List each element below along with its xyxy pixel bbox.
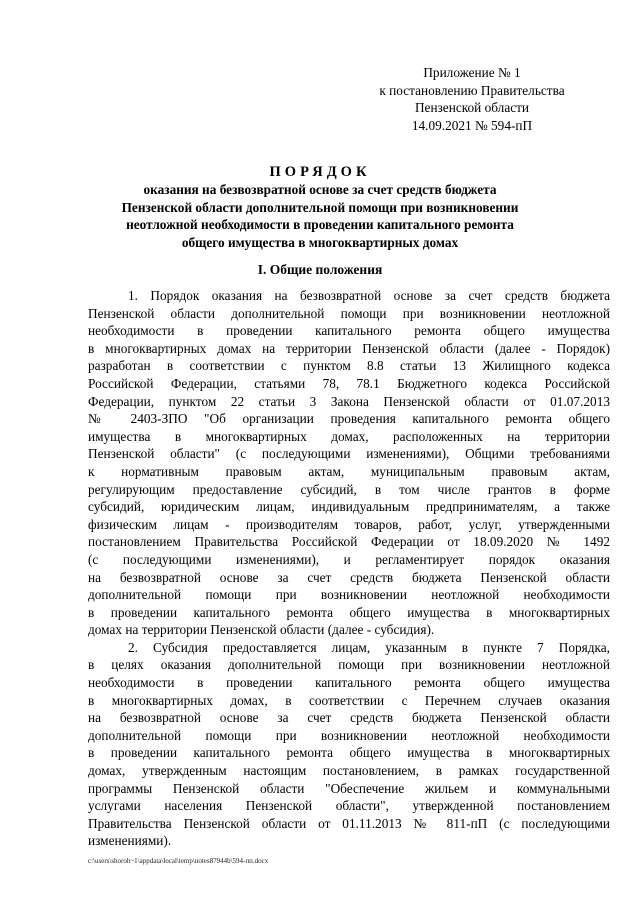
title-line: неотложной необходимости в проведении капитального ремонта	[126, 217, 514, 232]
appendix-date-number: 14.09.2021 № 594-пП	[411, 117, 533, 133]
paragraph-line: необходимости в проведении капитального ремонта общего имущества	[88, 675, 610, 691]
paragraph-line: программы Пензенской области "Обеспечение жильем и коммунальными	[88, 780, 610, 796]
paragraph-line: Федерации, пунктом 22 статьи 3 Закона Пензенской области от 01.07.2013	[88, 393, 610, 409]
paragraph-line: к нормативным правовым актам, муниципальным правовым актам,	[88, 463, 610, 479]
paragraph-line: Российской Федерации, статьями 78, 78.1 Бюджетного кодекса Российской	[88, 375, 610, 391]
paragraph-line: домах на территории Пензенской области (далее - субсидия).	[88, 622, 435, 638]
paragraph-line: субсидий, юридическим лицам, индивидуальным предпринимателям, а также	[88, 499, 610, 515]
paragraph-line: дополнительной помощи при возникновении неотложной необходимости	[88, 727, 610, 743]
paragraph-line: регулирующим предоставление субсидий, в том числе грантов в форме	[88, 481, 610, 497]
paragraph-line: 2. Субсидия предоставляется лицам, указанным в пункте 7 Порядка,	[128, 639, 610, 655]
paragraph-line: необходимости в проведении капитального ремонта общего имущества	[88, 323, 610, 339]
paragraph-line: изменениями).	[88, 833, 172, 849]
paragraph	[88, 287, 610, 639]
paragraph-line: № 2403-ЗПО "Об организации проведения капитального ремонта общего	[88, 411, 610, 427]
paragraph-line: имущества в многоквартирных домах, расположенных на территории	[88, 428, 610, 444]
paragraph-line: физическим лицам - производителям товаров, работ, услуг, утвержденными	[88, 516, 610, 532]
paragraph-line: в проведении капитального ремонта общего имущества в многоквартирных	[88, 745, 610, 761]
paragraph-line: Пензенской области" (с последующими изменениями), Общими требованиями	[88, 446, 610, 462]
title-line: общего имущества в многоквартирных домах	[181, 234, 459, 250]
paragraph-line: в проведении капитального ремонта общего имущества в многоквартирных	[88, 604, 610, 620]
paragraph-line: домах, утвержденным настоящим постановлением, в рамках государственной	[88, 763, 610, 779]
appendix-reference: к постановлению Правительства	[379, 82, 565, 98]
paragraph-line: в многоквартирных домах на территории Пензенской области (далее - Порядок)	[88, 340, 610, 356]
file-path-footer: c:\users\shoroh~1\appdata\local\temp\notes87944b\594-пп.docx	[88, 857, 269, 865]
paragraph-line: постановлением Правительства Российской Федерации от 18.09.2020 № 1492	[88, 534, 610, 550]
paragraph	[88, 639, 610, 850]
paragraph-line: услугами населения Пензенской области", утвержденной постановлением	[88, 798, 610, 814]
title-main: ПОРЯДОК	[269, 164, 371, 180]
body-text	[88, 287, 610, 850]
paragraph-line: дополнительной помощи при возникновении неотложной необходимости	[88, 587, 610, 603]
title-line: оказания на безвозвратной основе за счет средств бюджета	[143, 182, 497, 197]
paragraph-line: Правительства Пензенской области от 01.11.2013 № 811-пП (с последующими	[88, 815, 610, 831]
paragraph-line: в многоквартирных домах, в соответствии с Перечнем случаев оказания	[88, 692, 610, 708]
paragraph-line: на безвозвратной основе за счет средств бюджета Пензенской области	[88, 710, 610, 726]
paragraph-line: на безвозвратной основе за счет средств бюджета Пензенской области	[88, 569, 610, 585]
appendix-region: Пензенской области	[414, 100, 530, 115]
section-heading: I. Общие положения	[257, 262, 383, 277]
appendix-number: Приложение № 1	[423, 65, 521, 80]
paragraph-line: в целях оказания дополнительной помощи при возникновении неотложной	[88, 657, 610, 673]
paragraph-line: 1. Порядок оказания на безвозвратной основе за счет средств бюджета	[128, 288, 610, 303]
paragraph-line: Пензенской области дополнительной помощи при возникновении неотложной	[88, 305, 610, 321]
paragraph-line: разработан в соответствии с пунктом 8.8 статьи 13 Жилищного кодекса	[88, 358, 610, 374]
appendix-block	[362, 64, 582, 134]
paragraph-line: (с последующими изменениями), и регламентирует порядок оказания	[88, 551, 610, 567]
document-title	[88, 163, 552, 251]
title-line: Пензенской области дополнительной помощи при возникновении	[121, 199, 519, 215]
